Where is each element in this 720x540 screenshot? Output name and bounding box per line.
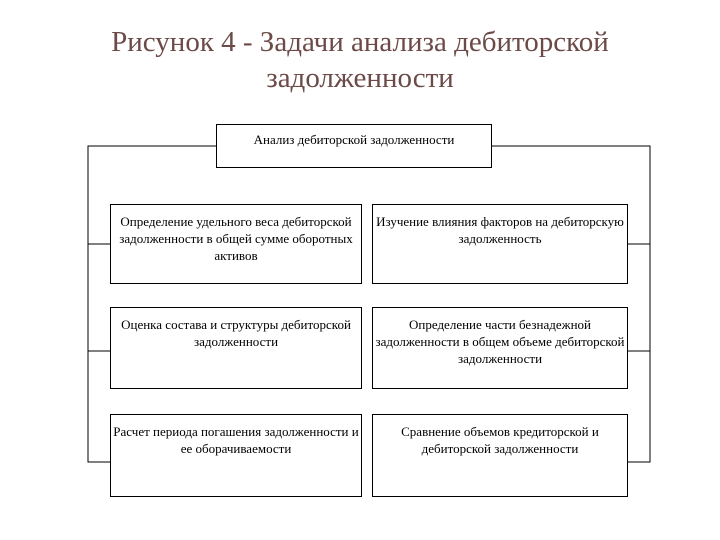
task-label: Оценка состава и структуры дебиторской задолженности [121, 317, 351, 349]
task-box-left-1 [110, 204, 362, 284]
task-box-left-3 [110, 414, 362, 497]
title-line-1: Рисунок 4 - Задачи анализа дебиторской [111, 26, 609, 58]
title-line-2: задолженности [266, 62, 454, 94]
task-label: Определение части безнадежной задолженности в общем объеме дебиторской задолженности [375, 317, 625, 366]
task-box-right-1 [372, 204, 628, 284]
task-label: Сравнение объемов кредиторской и дебиторской задолженности [401, 424, 599, 456]
task-box-left-2 [110, 307, 362, 389]
task-box-right-3 [372, 414, 628, 497]
root-label: Анализ дебиторской задолженности [253, 132, 455, 147]
task-box-right-2 [372, 307, 628, 389]
task-label: Определение удельного веса дебиторской задолженности в общей сумме оборотных активов [119, 214, 353, 263]
task-label: Изучение влияния факторов на дебиторскую задолженность [376, 214, 624, 246]
root-box [216, 124, 492, 168]
task-label: Расчет периода погашения задолженности и ее оборачиваемости [113, 424, 359, 456]
